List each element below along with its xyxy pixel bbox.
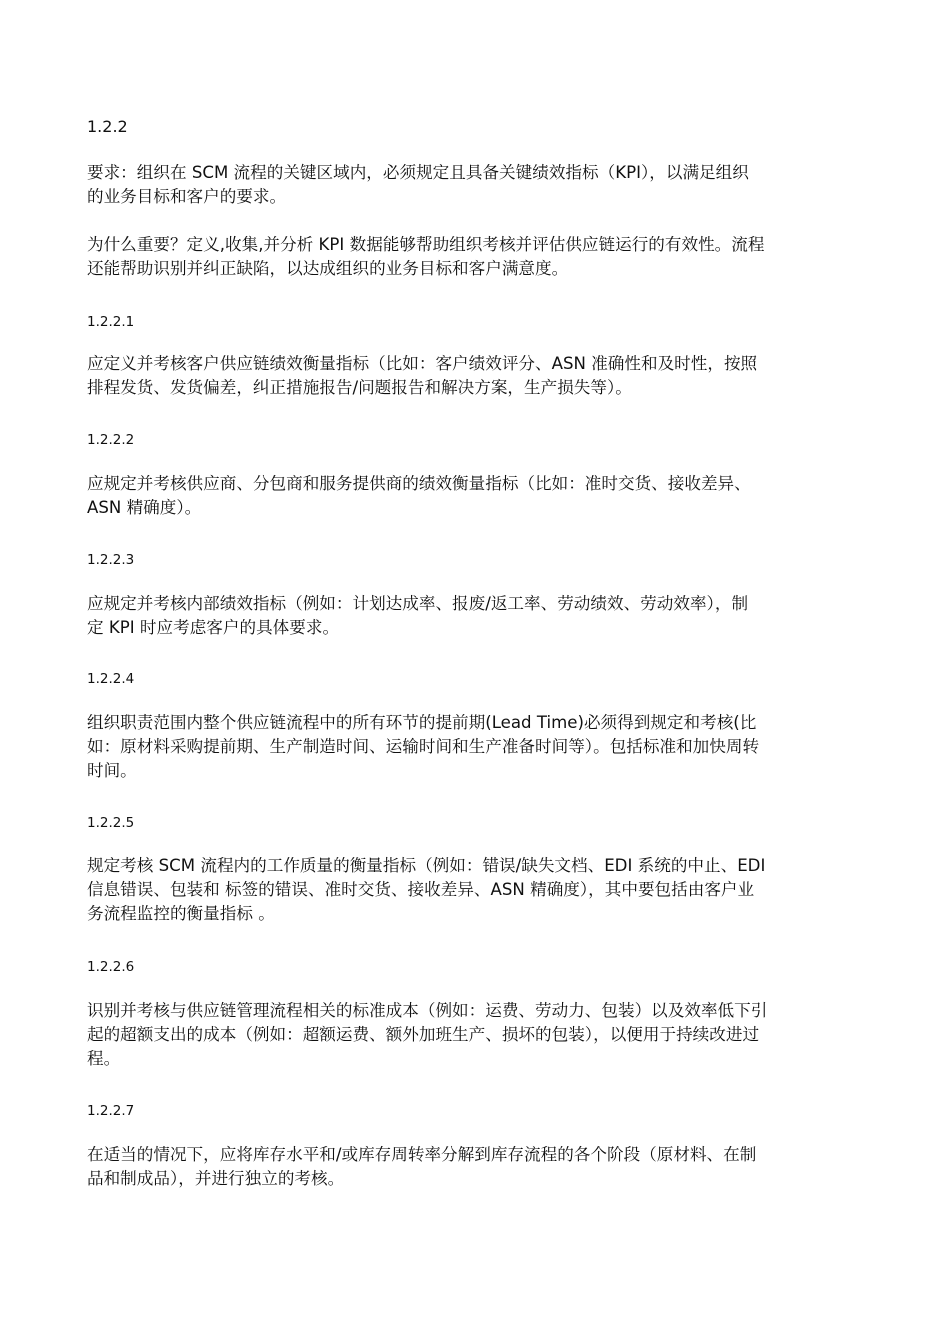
text-line: 程。	[87, 1049, 121, 1068]
clause-paragraph	[87, 352, 877, 400]
text-line: 务流程监控的衡量指标 。	[87, 904, 275, 923]
text-line: 应规定并考核供应商、分包商和服务提供商的绩效衡量指标（比如：准时交货、接收差异、	[87, 474, 751, 493]
text-line: 信息错误、包装和 标签的错误、准时交货、接收差异、ASN 精确度），其中要包括由客户业	[87, 880, 755, 899]
text-line: 为什么重要？定义,收集,并分析 KPI 数据能够帮助组织考核并评估供应链运行的有效性。流程	[87, 235, 765, 254]
text-line: 应定义并考核客户供应链绩效衡量指标（比如：客户绩效评分、ASN 准确性和及时性，按照	[87, 354, 758, 373]
clause-paragraph	[87, 1143, 877, 1191]
clause-paragraph	[87, 854, 877, 926]
text-line: 排程发货、发货偏差，纠正措施报告/问题报告和解决方案，生产损失等）。	[87, 378, 632, 397]
text-line: 要求：组织在 SCM 流程的关键区域内，必须规定且具备关键绩效指标（KPI），以满足组织	[87, 163, 749, 182]
text-line: 还能帮助识别并纠正缺陷，以达成组织的业务目标和客户满意度。	[87, 259, 569, 278]
text-line: 的业务目标和客户的要求。	[87, 187, 287, 206]
clause-number: 1.2.2.2	[87, 432, 135, 448]
clause-number: 1.2.2.7	[87, 1103, 135, 1119]
text-line: 起的超额支出的成本（例如：超额运费、额外加班生产、损坏的包装），以便用于持续改进过	[87, 1025, 760, 1044]
clause-number: 1.2.2.1	[87, 314, 135, 330]
text-line: ASN 精确度）。	[87, 498, 202, 517]
requirement-paragraph	[87, 161, 877, 209]
clause-number: 1.2.2.5	[87, 815, 135, 831]
text-line: 识别并考核与供应链管理流程相关的标准成本（例如：运费、劳动力、包装）以及效率低下引	[87, 1001, 768, 1020]
text-line: 规定考核 SCM 流程内的工作质量的衡量指标（例如：错误/缺失文档、EDI 系统的中止、EDI	[87, 856, 766, 875]
text-line: 时间。	[87, 761, 137, 780]
importance-paragraph	[87, 233, 877, 281]
text-line: 定 KPI 时应考虑客户的具体要求。	[87, 618, 340, 637]
clause-paragraph	[87, 999, 877, 1071]
text-line: 在适当的情况下，应将库存水平和/或库存周转率分解到库存流程的各个阶段（原材料、在制	[87, 1145, 757, 1164]
clause-paragraph	[87, 592, 877, 640]
clause-number: 1.2.2.3	[87, 552, 135, 568]
text-line: 应规定并考核内部绩效指标（例如：计划达成率、报废/返工率、劳动绩效、劳动效率），制	[87, 594, 749, 613]
clause-paragraph	[87, 711, 877, 783]
clause-number: 1.2.2.4	[87, 671, 135, 687]
text-line: 品和制成品），并进行独立的考核。	[87, 1169, 345, 1188]
clause-paragraph	[87, 472, 877, 520]
text-line: 组织职责范围内整个供应链流程中的所有环节的提前期(Lead Time)必须得到规定和考核(比	[87, 713, 757, 732]
text-line: 如：原材料采购提前期、生产制造时间、运输时间和生产准备时间等）。包括标准和加快周转	[87, 737, 760, 756]
clause-number: 1.2.2.6	[87, 959, 135, 975]
section-number: 1.2.2	[87, 117, 128, 136]
